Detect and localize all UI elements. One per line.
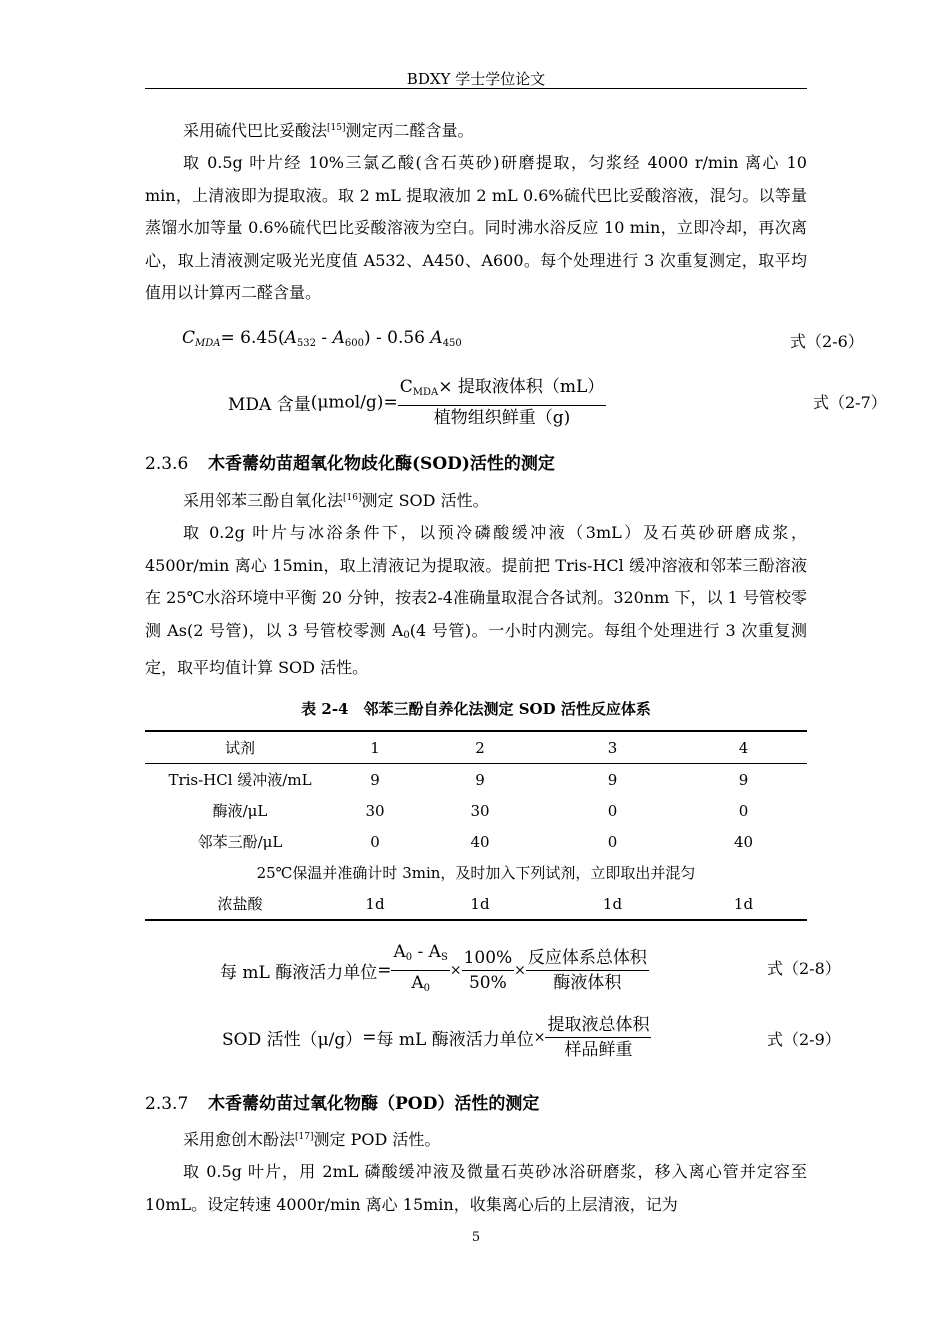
table-cell: 0 (607, 832, 618, 851)
table-cell: 0 (738, 801, 749, 820)
table-cell: 1d (545, 888, 680, 920)
table-header-cell: 2 (415, 731, 545, 764)
sod-procedure-paragraph: 取 0.2g 叶片与冰浴条件下，以预冷磷酸缓冲液（3mL）及石英砂研磨成浆，4500r/min 离心 15min，取上清液记为提取液。提前把 Tris-HCl 缓冲溶液和邻苯三酚溶液在 25℃水浴环境中平衡 20 分钟，按表2-4准确量取混合各试剂。320nm 下，以 1 号管校零测 As(2 号管)，以 3 号管校零测 $A_0(4$ 号管)。一小时内测完。每组个处理进行 3 次重复测定，取平均值计算 SOD 活性。 (145, 523, 807, 677)
table-row (145, 764, 807, 796)
mda-method-paragraph: 采用硫代巴比妥酸法[15]测定丙二醛含量。 (183, 121, 474, 140)
fraction: $\frac{100\%}{50\%}$ (463, 948, 513, 993)
table-row (145, 795, 807, 826)
citation-ref: [16] (343, 493, 362, 503)
citation-ref: [15] (327, 123, 346, 133)
table-cell: 酶液/μL (212, 802, 268, 820)
table-cell: 9 (607, 770, 618, 789)
table-header-cell: 试剂 (145, 731, 335, 764)
table-cell: 邻苯三酚/μL (197, 833, 283, 851)
table-row (145, 826, 807, 857)
header-rule (145, 88, 807, 89)
sod-method-paragraph: 采用邻苯三酚自氧化法[16]测定 SOD 活性。 (183, 491, 489, 510)
table-header-cell: 3 (545, 731, 680, 764)
equation-label-2-9: 式（2-9） (767, 1030, 841, 1049)
equation-2-9: SOD 活性（μ/g）=每 mL 酶液活力单位× $\frac{\text{提取液总体积}}{\text{样品鲜重}}$ (222, 1015, 650, 1060)
section-heading-2-3-6: 2.3.6 木香薷幼苗超氧化物歧化酶(SOD)活性的测定 (145, 454, 555, 474)
table-cell: 9 (738, 770, 749, 789)
table-header-cell: 1 (335, 731, 415, 764)
equation-2-8: 每 mL 酶液活力单位= $\frac{A_0 - A_S}{A_0}$ × $\frac{100\%}{50\%}$ × $\frac{\text{反应体系总体积}}{\text{酶液体积}}$ (220, 941, 649, 1000)
table-note-row (145, 857, 807, 888)
table-note: 25℃保温并准确计时 3min，及时加入下列试剂，立即取出并混匀 (256, 864, 696, 882)
page-number: 5 (471, 1230, 481, 1245)
table-cell: 0 (370, 832, 380, 851)
mda-procedure-paragraph: 取 0.5g 叶片经 10%三氯乙酸(含石英砂)研磨提取，匀浆经 4000 r/min 离心 10 min，上清液即为提取液。取 2 mL 提取液加 2 mL 0.6%硫代巴比妥酸溶液，混匀。以等量蒸馏水加等量 0.6%硫代巴比妥酸溶液为空白。同时沸水浴反应 10 min，立即冷却，再次离心，取上清液测定吸光光度值 A532、A450、A600。每个处理进行 3 次重复测定，取平均值用以计算丙二醛含量。 (145, 153, 807, 302)
equation-label-2-6: 式（2-6） (790, 332, 864, 351)
fraction: $\frac{C_{MDA}\times 提取液体积(mL)}{\text{植物组织鲜重（g)}}$ (399, 377, 605, 428)
fraction: $\frac{\text{反应体系总体积}}{\text{酶液体积}}$ (527, 948, 647, 993)
table-cell: 浓盐酸 (145, 888, 335, 920)
page-header: BDXY 学士学位论文 (406, 70, 546, 88)
table-cell: 30 (365, 801, 385, 820)
table-cell: 40 (733, 832, 754, 851)
table-cell: Tris-HCl 缓冲液/mL (168, 771, 312, 789)
table-cell: 0 (607, 801, 618, 820)
table-header-row (145, 731, 807, 764)
pod-method-paragraph: 采用愈创木酚法[17]测定 POD 活性。 (183, 1130, 441, 1149)
citation-ref: [17] (295, 1132, 314, 1142)
equation-label-2-7: 式（2-7） (813, 393, 887, 412)
fraction: $\frac{\text{提取液总体积}}{\text{样品鲜重}}$ (547, 1015, 650, 1060)
equation-2-6: $C_{MDA}= 6.45(A_{532} - A_{600}) - 0.56$ $A_{450}$ (182, 328, 462, 349)
table-cell: 1d (680, 888, 807, 920)
table-header-cell: 4 (680, 731, 807, 764)
section-heading-2-3-7: 2.3.7 木香薷幼苗过氧化物酶（POD）活性的测定 (145, 1094, 540, 1114)
table-title: 表 2-4 邻苯三酚自养化法测定 SOD 活性反应体系 (301, 700, 651, 718)
table-cell: 9 (370, 770, 380, 789)
equation-2-7: MDA 含量(μmol/g)= $\frac{C_{MDA}\times 提取液体积(mL)}{\text{植物组织鲜重（g)}}$ (228, 377, 605, 428)
table-cell: 1d (335, 888, 415, 920)
table-cell: 1d (415, 888, 545, 920)
reagent-table (145, 730, 807, 921)
pod-procedure-paragraph: 取 0.5g 叶片，用 2mL 磷酸缓冲液及微量石英砂冰浴研磨浆，移入离心管并定容至 10mL。设定转速 4000r/min 离心 15min，收集离心后的上层清液，记为 (145, 1162, 807, 1214)
table-cell: 40 (470, 832, 490, 851)
table-cell: 9 (475, 770, 485, 789)
equation-label-2-8: 式（2-8） (767, 959, 841, 978)
fraction: $\frac{A_0 - A_S}{A_0}$ (393, 942, 448, 994)
table-cell: 30 (470, 801, 490, 820)
table-row (145, 888, 807, 920)
